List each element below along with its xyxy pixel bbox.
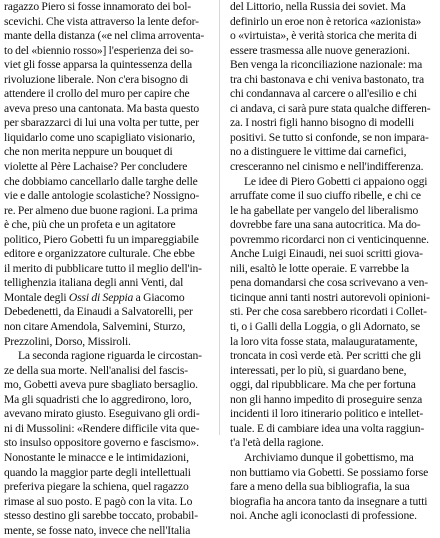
- text-line: sti. Per che cosa sarebbero ricordati i Collet-: [230, 305, 427, 319]
- text-line: ni di Mussolini: «Rendere difficile vita que-: [4, 421, 200, 435]
- text-line: scevichi. Che vista attraverso la lente defor-: [4, 14, 199, 28]
- text-line: dovrebbe fare una sana autocritica. Ma do-: [230, 218, 421, 232]
- text-line: nili, esaltò le lotte operaie. E varrebbe la: [230, 261, 409, 275]
- text-line: viet gli fosse apparsa la quintessenza della: [4, 58, 192, 72]
- text-line: non buttiamo via Gobetti. Se possiamo forse: [230, 465, 429, 479]
- paragraph-seconda-ragione: [4, 349, 211, 538]
- paragraph-littorio: [230, 0, 436, 175]
- text-line: mo, Gobetti aveva pure sbagliato bersaglio.: [4, 378, 198, 392]
- text-line: la loro vita fosse stata, malauguratamente,: [230, 334, 418, 348]
- text-line: t'a l'età della ragione.: [230, 436, 324, 450]
- text-line: fare a meno della sua bibliografia, la sua: [230, 480, 410, 494]
- paragraph-idee-gobetti: [230, 175, 436, 451]
- text-line: chi condannava al carcere o all'esilio e chi: [230, 87, 417, 101]
- column-divider: [219, 0, 220, 435]
- text-line: ti, o i Galli della Loggia, o gli Adornato, se: [230, 320, 421, 334]
- text-line: rivoluzione liberale. Non c'era bisogno di: [4, 72, 189, 86]
- text-line: tellighenzia italiana degli anni Venti, dal: [4, 276, 184, 290]
- text-line: definirlo un eroe non è retorica «azionista»: [230, 14, 422, 28]
- text-line: per sbarazzarci di lui una volta per tutte, per: [4, 116, 199, 130]
- text-line: editore e organizzatore culturale. Che ebbe: [4, 247, 195, 261]
- text-line: Debedenetti, da Einaudi a Salvatorelli, per: [4, 305, 193, 319]
- text-line: essere trasmessa alle nuove generazioni.: [230, 43, 410, 57]
- text-line: ragazzo Piero si fosse innamorato dei bol-: [4, 0, 192, 13]
- text-line: povremmo ricordarci non ci venticinquenne.: [230, 232, 429, 246]
- text-line: arruffate come il suo ciuffo ribelle, e chi ce: [230, 189, 421, 203]
- paragraph-bolscevichi: [4, 0, 211, 349]
- text-line: re. Per almeno due buone ragioni. La prima: [4, 203, 198, 217]
- text-line: ticinque anni tanti nostri autorevoli opinioni-: [230, 290, 430, 304]
- text-line: Ma gli squadristi che lo aggredirono, loro,: [4, 392, 192, 406]
- text-line: vie e dalle antologie scolastiche? Nossigno-: [4, 189, 200, 203]
- text-line: za. I nostri figli hanno bisogno di modelli: [230, 116, 415, 130]
- text-line: troncata in così verde età. Per scritti che gli: [230, 349, 422, 363]
- text-line: o «virtuista», è verità storica che merita di: [230, 29, 417, 43]
- text-line: politico, Piero Gobetti fu un impareggiabile: [4, 232, 199, 246]
- text-line: to del «biennio rosso»] l'esperienza dei so-: [4, 43, 194, 57]
- text-line: non citare Amendola, Salvemini, Sturzo,: [4, 320, 186, 334]
- text-line: che non merita neppure un bouquet di: [4, 145, 173, 159]
- text-line: preferiva piegare la schiena, quel ragazzo: [4, 480, 189, 494]
- text-line: La seconda ragione riguarda le circostan-: [18, 349, 202, 363]
- text-line: il merito di pubblicare tutto il meglio dell'in-: [4, 261, 202, 275]
- text-line: Ben venga la riconciliazione nazionale: ma: [230, 58, 423, 72]
- right-column: [230, 0, 436, 524]
- text-line: stesso destino gli sarebbe toccato, probabil-: [4, 509, 198, 523]
- text-line: incidenti il loro itinerario politico e intellet-: [230, 407, 424, 421]
- text-line: liquidarlo come uno scapigliato visionario,: [4, 130, 196, 144]
- book-title: Ossi di Seppia: [68, 290, 134, 304]
- text-line: non gli hanno impedito di proseguire senza: [230, 392, 423, 406]
- text-line: noi. Anche agli iconoclasti di professione.: [230, 509, 417, 523]
- text-line: Prezzolini, Dorso, Missiroli.: [4, 334, 131, 348]
- text-line: Archiviamo dunque il gobettismo, ma: [244, 450, 414, 464]
- text-line: violette al Père Lachaise? Per concludere: [4, 160, 188, 174]
- text-line: aveva preso una cantonata. Ma basta questo: [4, 101, 200, 115]
- text-line: Nonostante le minacce e le intimidazioni,: [4, 450, 189, 464]
- text-line: ci andava, ci sarà pure stata qualche differen-: [230, 101, 431, 115]
- text-line: Montale degli Ossi di Seppia a Giacomo: [4, 290, 185, 304]
- text-line: che dobbiamo cancellarlo dalle targhe delle: [4, 174, 198, 188]
- text-line: Anche Luigi Einaudi, nei suoi scritti giova-: [230, 247, 423, 261]
- text-line: oggi, dal ripubblicare. Ma che per fortuna: [230, 378, 416, 392]
- text-line: sto insulso oppositore governo e fascismo».: [4, 436, 199, 450]
- text-line: cresceranno nel cinismo e nell'indifferenza.: [230, 160, 424, 174]
- text-line: attendere il crollo del muro per capire che: [4, 87, 190, 101]
- text-line: le ha gabellate per vangelo del liberalismo: [230, 203, 419, 217]
- text-line: del Littorio, nella Russia dei soviet. Ma: [230, 0, 406, 13]
- text-line: Le idee di Piero Gobetti ci appaiono oggi: [244, 174, 428, 188]
- left-column: [4, 0, 211, 538]
- text-line: rimase al suo posto. E pagò con la vita. Lo: [4, 494, 193, 508]
- text-line: positivi. Se tutto si confonde, se non impara-: [230, 130, 429, 144]
- text-line: no a distinguere le vittime dai carnefici,: [230, 145, 407, 159]
- text-line: interessati, per lo più, si guardano bene,: [230, 363, 407, 377]
- text-line: mente, se fosse nato, invece che nell'Italia: [4, 523, 191, 537]
- text-line: biografia ha ancora tanto da insegnare a tutti: [230, 494, 428, 508]
- text-line: tuale. E di cambiare idea una volta raggiun-: [230, 421, 425, 435]
- text-line: mante della distanza («e nel clima arroventa-: [4, 29, 205, 43]
- text-line: pena domandarsi che cosa scrivevano a ven-: [230, 276, 428, 290]
- text-line: avevano mirato giusto. Eseguivano gli ordi-: [4, 407, 200, 421]
- text-line: è che, più che un profeta e un agitatore: [4, 218, 176, 232]
- paragraph-archiviamo: [230, 451, 436, 524]
- text-line: tra chi bastonava e chi veniva bastonato, tra: [230, 72, 424, 86]
- text-line: quando la maggior parte degli intellettuali: [4, 465, 191, 479]
- text-line: ze della sua morte. Nell'analisi del fascis-: [4, 363, 188, 377]
